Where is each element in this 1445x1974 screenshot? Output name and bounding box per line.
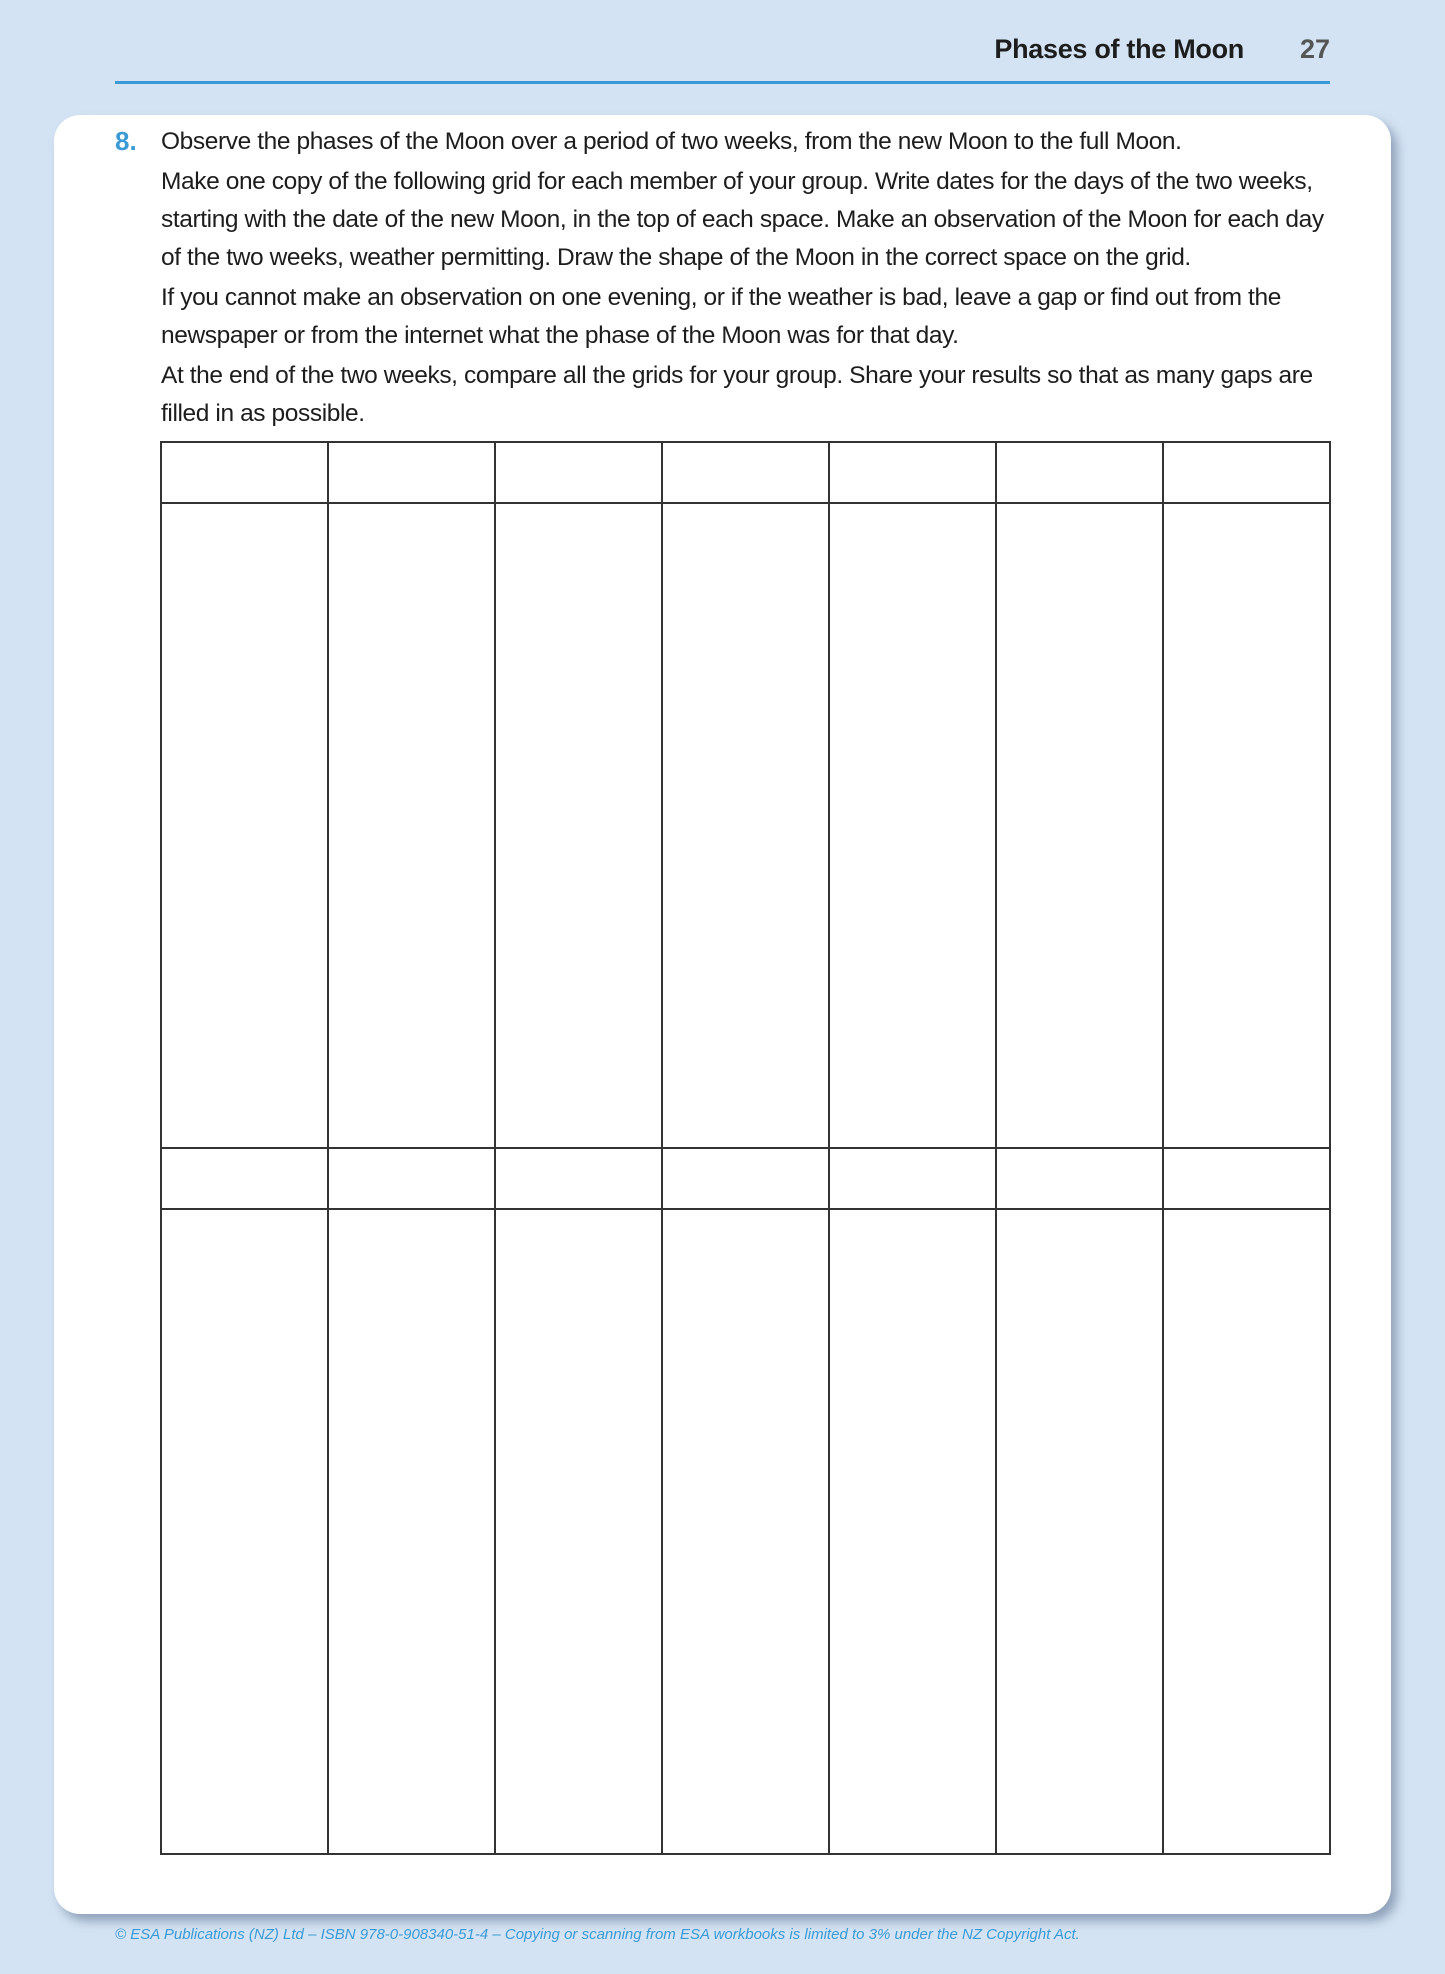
date-cell[interactable]	[161, 1148, 328, 1209]
observation-grid	[160, 441, 1331, 1855]
date-cell[interactable]	[495, 442, 662, 503]
moon-drawing-cell[interactable]	[996, 503, 1163, 1148]
week-1-drawing-row	[161, 503, 1330, 1148]
question-number: 8.	[115, 126, 137, 156]
moon-drawing-cell[interactable]	[495, 503, 662, 1148]
moon-drawing-cell[interactable]	[1163, 503, 1330, 1148]
date-cell[interactable]	[996, 1148, 1163, 1209]
date-cell[interactable]	[829, 1148, 996, 1209]
week-2-date-row	[161, 1148, 1330, 1209]
instruction-paragraph: Make one copy of the following grid for each member of your group. Write dates for the days of the two weeks, starting with the date of the new Moon, in the top of each space. Make an observation of the Moon for each day of the two weeks, weather permitting. Draw the shape of the Moon in the correct space on the grid.	[161, 168, 1324, 271]
page-title: Phases of the Moon	[994, 34, 1244, 64]
moon-drawing-cell[interactable]	[328, 503, 495, 1148]
page-header	[115, 30, 1330, 84]
week-2-drawing-row	[161, 1209, 1330, 1854]
date-cell[interactable]	[662, 442, 829, 503]
question-instructions	[161, 123, 1341, 435]
instruction-paragraph: At the end of the two weeks, compare all the grids for your group. Share your results so that as many gaps are filled in as possible.	[161, 362, 1313, 427]
moon-drawing-cell[interactable]	[1163, 1209, 1330, 1854]
moon-drawing-cell[interactable]	[495, 1209, 662, 1854]
copyright-footer: © ESA Publications (NZ) Ltd – ISBN 978-0-908340-51-4 – Copying or scanning from ESA workbooks is limited to 3% under the NZ Copyright Act.	[115, 1926, 1080, 1943]
moon-drawing-cell[interactable]	[662, 503, 829, 1148]
instruction-paragraph: Observe the phases of the Moon over a period of two weeks, from the new Moon to the full Moon.	[161, 128, 1182, 155]
date-cell[interactable]	[1163, 442, 1330, 503]
date-cell[interactable]	[829, 442, 996, 503]
date-cell[interactable]	[1163, 1148, 1330, 1209]
moon-drawing-cell[interactable]	[328, 1209, 495, 1854]
page-number: 27	[1299, 34, 1330, 64]
date-cell[interactable]	[495, 1148, 662, 1209]
date-cell[interactable]	[328, 1148, 495, 1209]
moon-drawing-cell[interactable]	[829, 1209, 996, 1854]
date-cell[interactable]	[161, 442, 328, 503]
moon-drawing-cell[interactable]	[996, 1209, 1163, 1854]
date-cell[interactable]	[662, 1148, 829, 1209]
moon-drawing-cell[interactable]	[662, 1209, 829, 1854]
moon-drawing-cell[interactable]	[161, 503, 328, 1148]
moon-drawing-cell[interactable]	[829, 503, 996, 1148]
date-cell[interactable]	[996, 442, 1163, 503]
date-cell[interactable]	[328, 442, 495, 503]
moon-drawing-cell[interactable]	[161, 1209, 328, 1854]
week-1-date-row	[161, 442, 1330, 503]
instruction-paragraph: If you cannot make an observation on one evening, or if the weather is bad, leave a gap or find out from the newspaper or from the internet what the phase of the Moon was for that day.	[161, 284, 1281, 349]
